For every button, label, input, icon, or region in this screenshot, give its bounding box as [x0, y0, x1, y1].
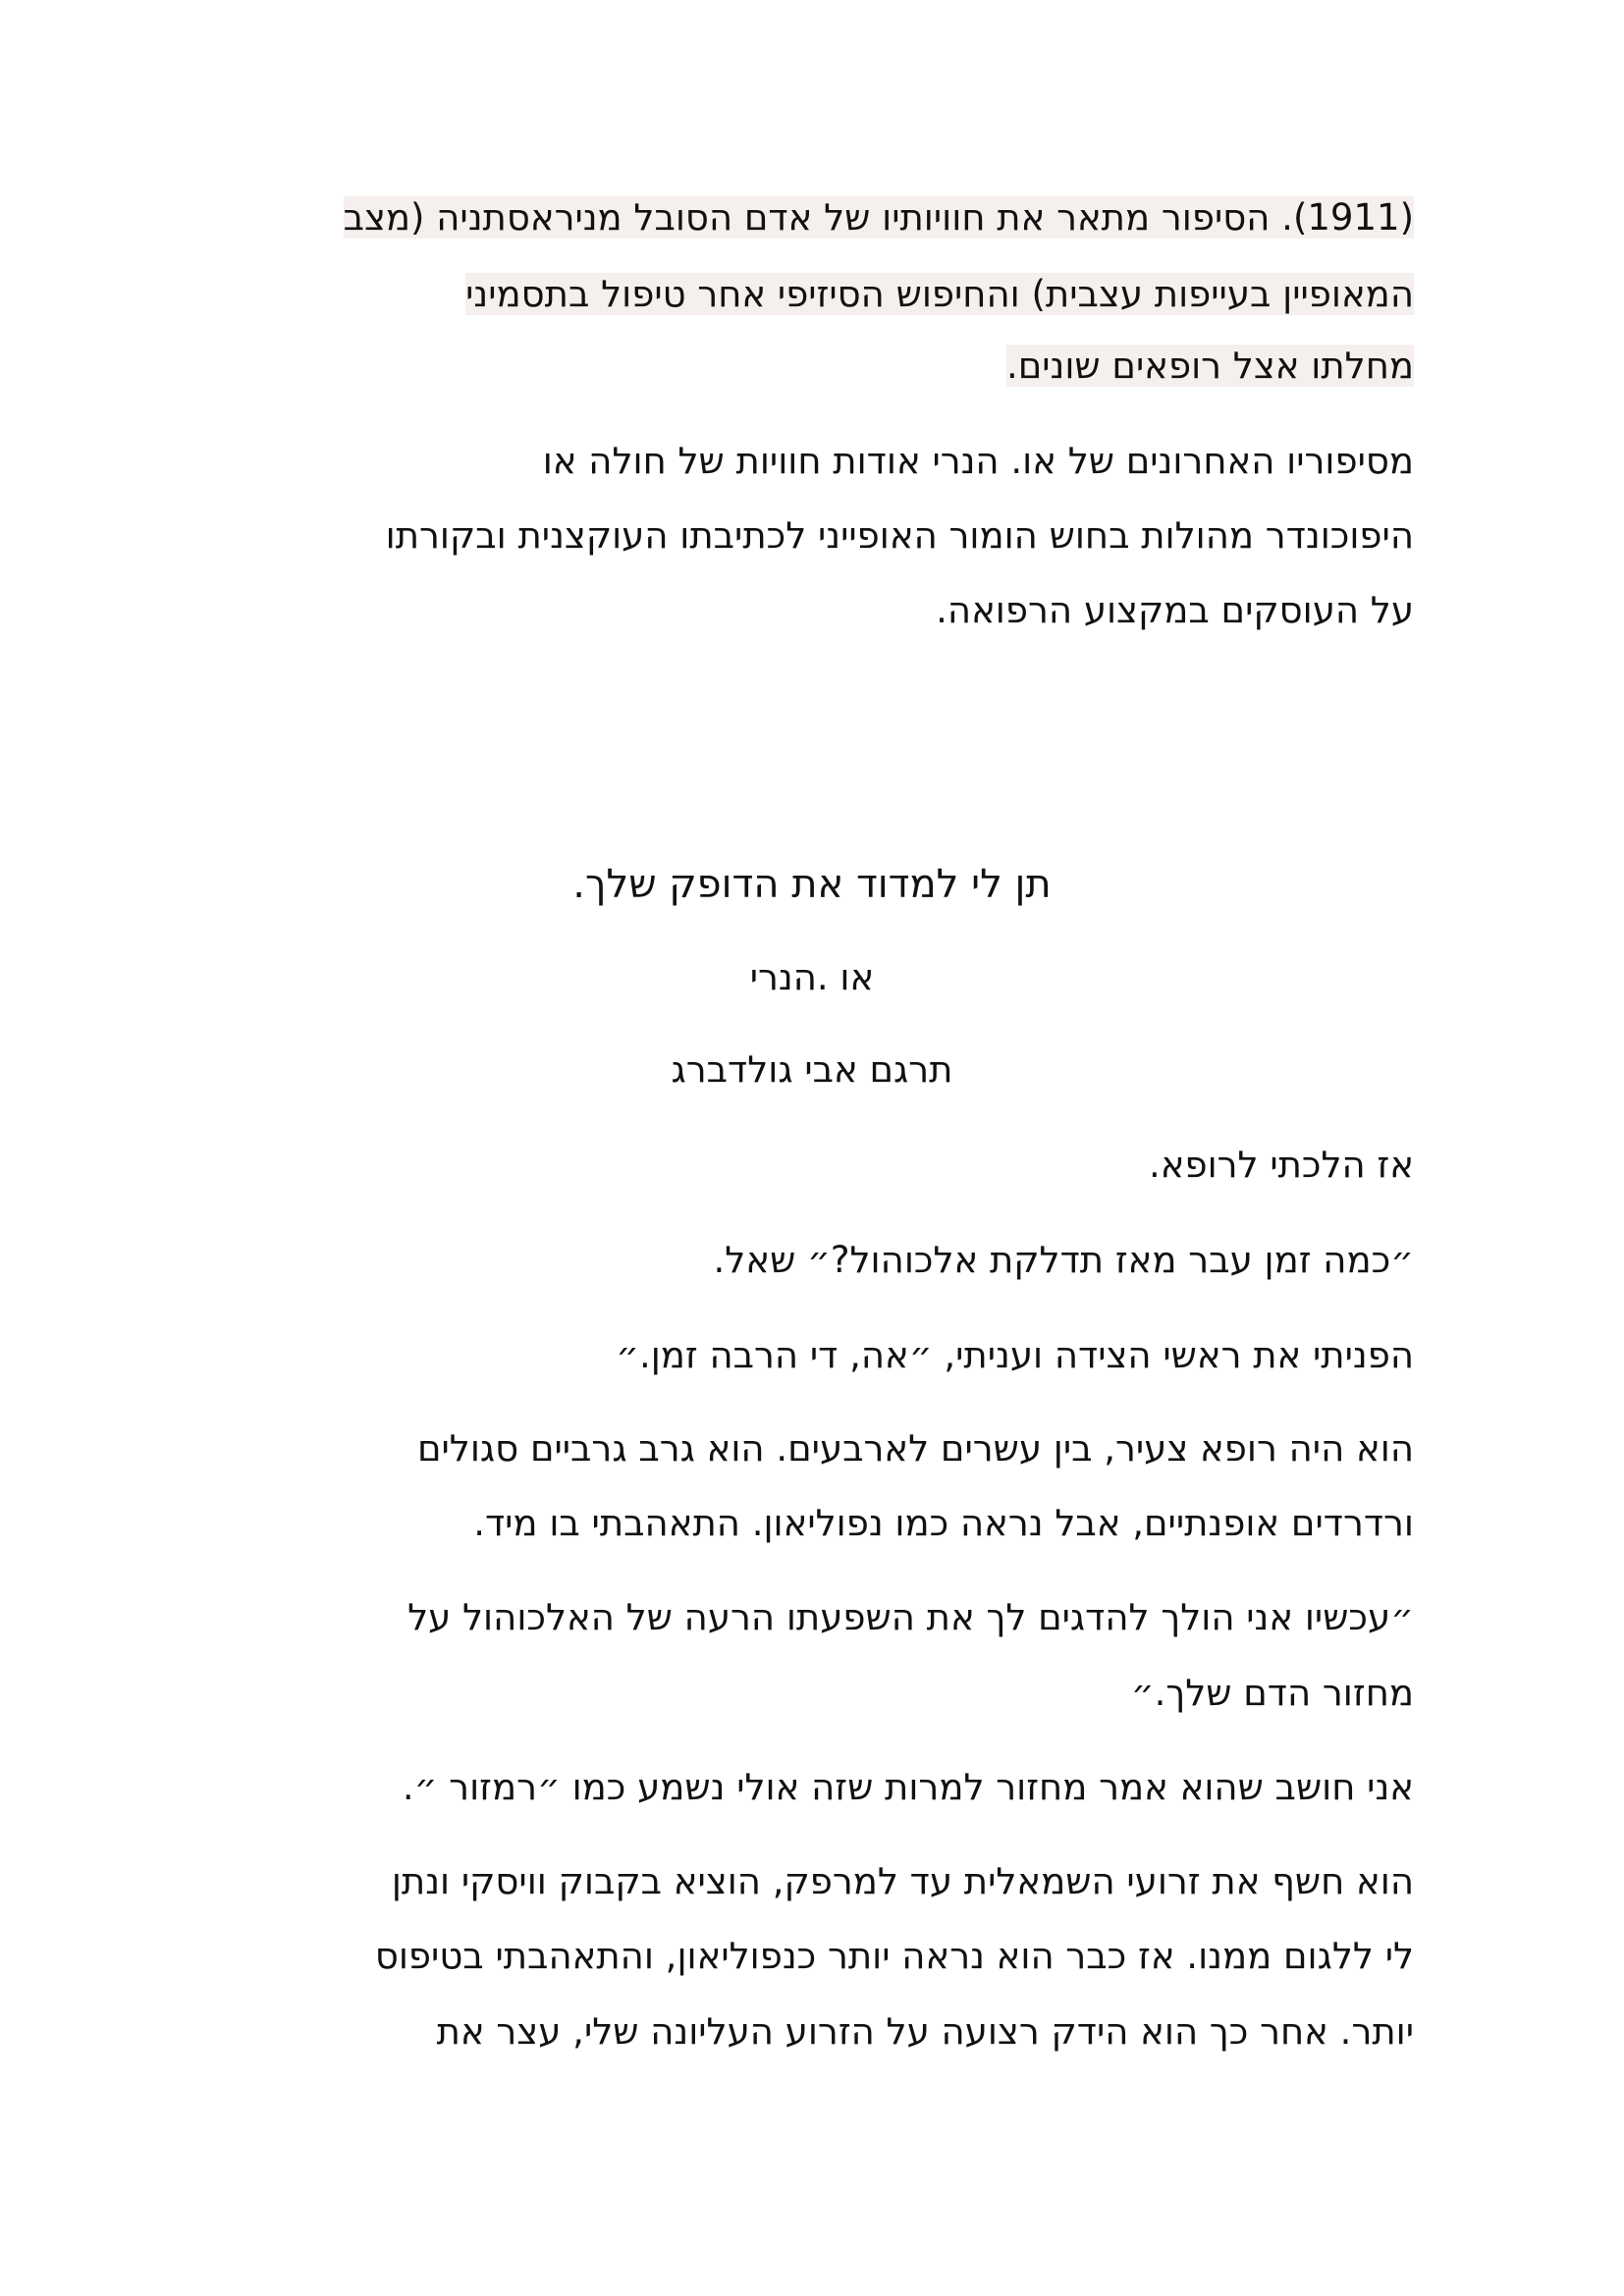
intro-line-1 [344, 188, 1414, 247]
story-line-1: אז הלכתי לרופא. [1148, 1144, 1414, 1186]
story-line-5: ורדרדים אופנתיים, אבל נראה כמו נפוליאון. התאהבתי בו מיד. [473, 1502, 1414, 1544]
story-line-8: אני חושב שהוא אמר מחזור למרות שזה אולי נשמע כמו ״רמזור ״. [402, 1766, 1414, 1808]
story-line-3: הפניתי את ראשי הצידה ועניתי, ״אה, די הרבה זמן.״ [616, 1334, 1414, 1376]
intro-line-2 [465, 265, 1414, 324]
intro-highlight: המאופיין בעייפות עצבית) והחיפוש הסיזיפי אחר טיפול בתסמיני [465, 273, 1414, 315]
intro-highlight: (1911). הסיפור מתאר את חוויותיו של אדם הסובל מניראסתניה (מצב [343, 196, 1414, 239]
intro-line-3 [1006, 337, 1414, 396]
story-line-10: לי ללגום ממנו. אז כבר הוא נראה יותר כנפוליאון, והתאהבתי בטיפוס [374, 1935, 1414, 1977]
story-line-2: ״כמה זמן עבר מאז תדלקת אלכוהול?״ שאל. [713, 1239, 1414, 1281]
story-title: תן לי למדוד את הדופק שלך. [572, 862, 1052, 907]
intro-paragraph-line-1: מסיפוריו האחרונים של או. הנרי אודות חוויות של חולה או [542, 440, 1414, 482]
intro-paragraph-line-3: על העוסקים במקצוע הרפואה. [936, 589, 1414, 631]
story-line-11: יותר. אחר כך הוא הידק רצועה על הזרוע העליונה שלי, עצר את [436, 2010, 1414, 2053]
intro-highlight: מחלתו אצל רופאים שונים. [1005, 345, 1414, 387]
intro-paragraph-line-2: היפוכונדר מהולות בחוש הומור האופייני לכתיבתו העוקצנית ובקורתו [385, 514, 1414, 557]
story-line-6: ״עכשיו אני הולך להדגים לך את השפעתו הרעה של האלכוהול על [407, 1596, 1414, 1638]
story-line-9: הוא חשף את זרועי השמאלית עד למרפק, הוציא בקבוק וויסקי ונתן [391, 1860, 1414, 1902]
story-line-7: מחזור הדם שלך.״ [1130, 1672, 1414, 1714]
story-translator: תרגם אבי גולדברג [671, 1048, 953, 1091]
story-line-4: הוא היה רופא צעיר, בין עשרים לארבעים. הוא גרב גרביים סגולים [416, 1427, 1414, 1469]
story-author: או .הנרי [749, 956, 875, 998]
